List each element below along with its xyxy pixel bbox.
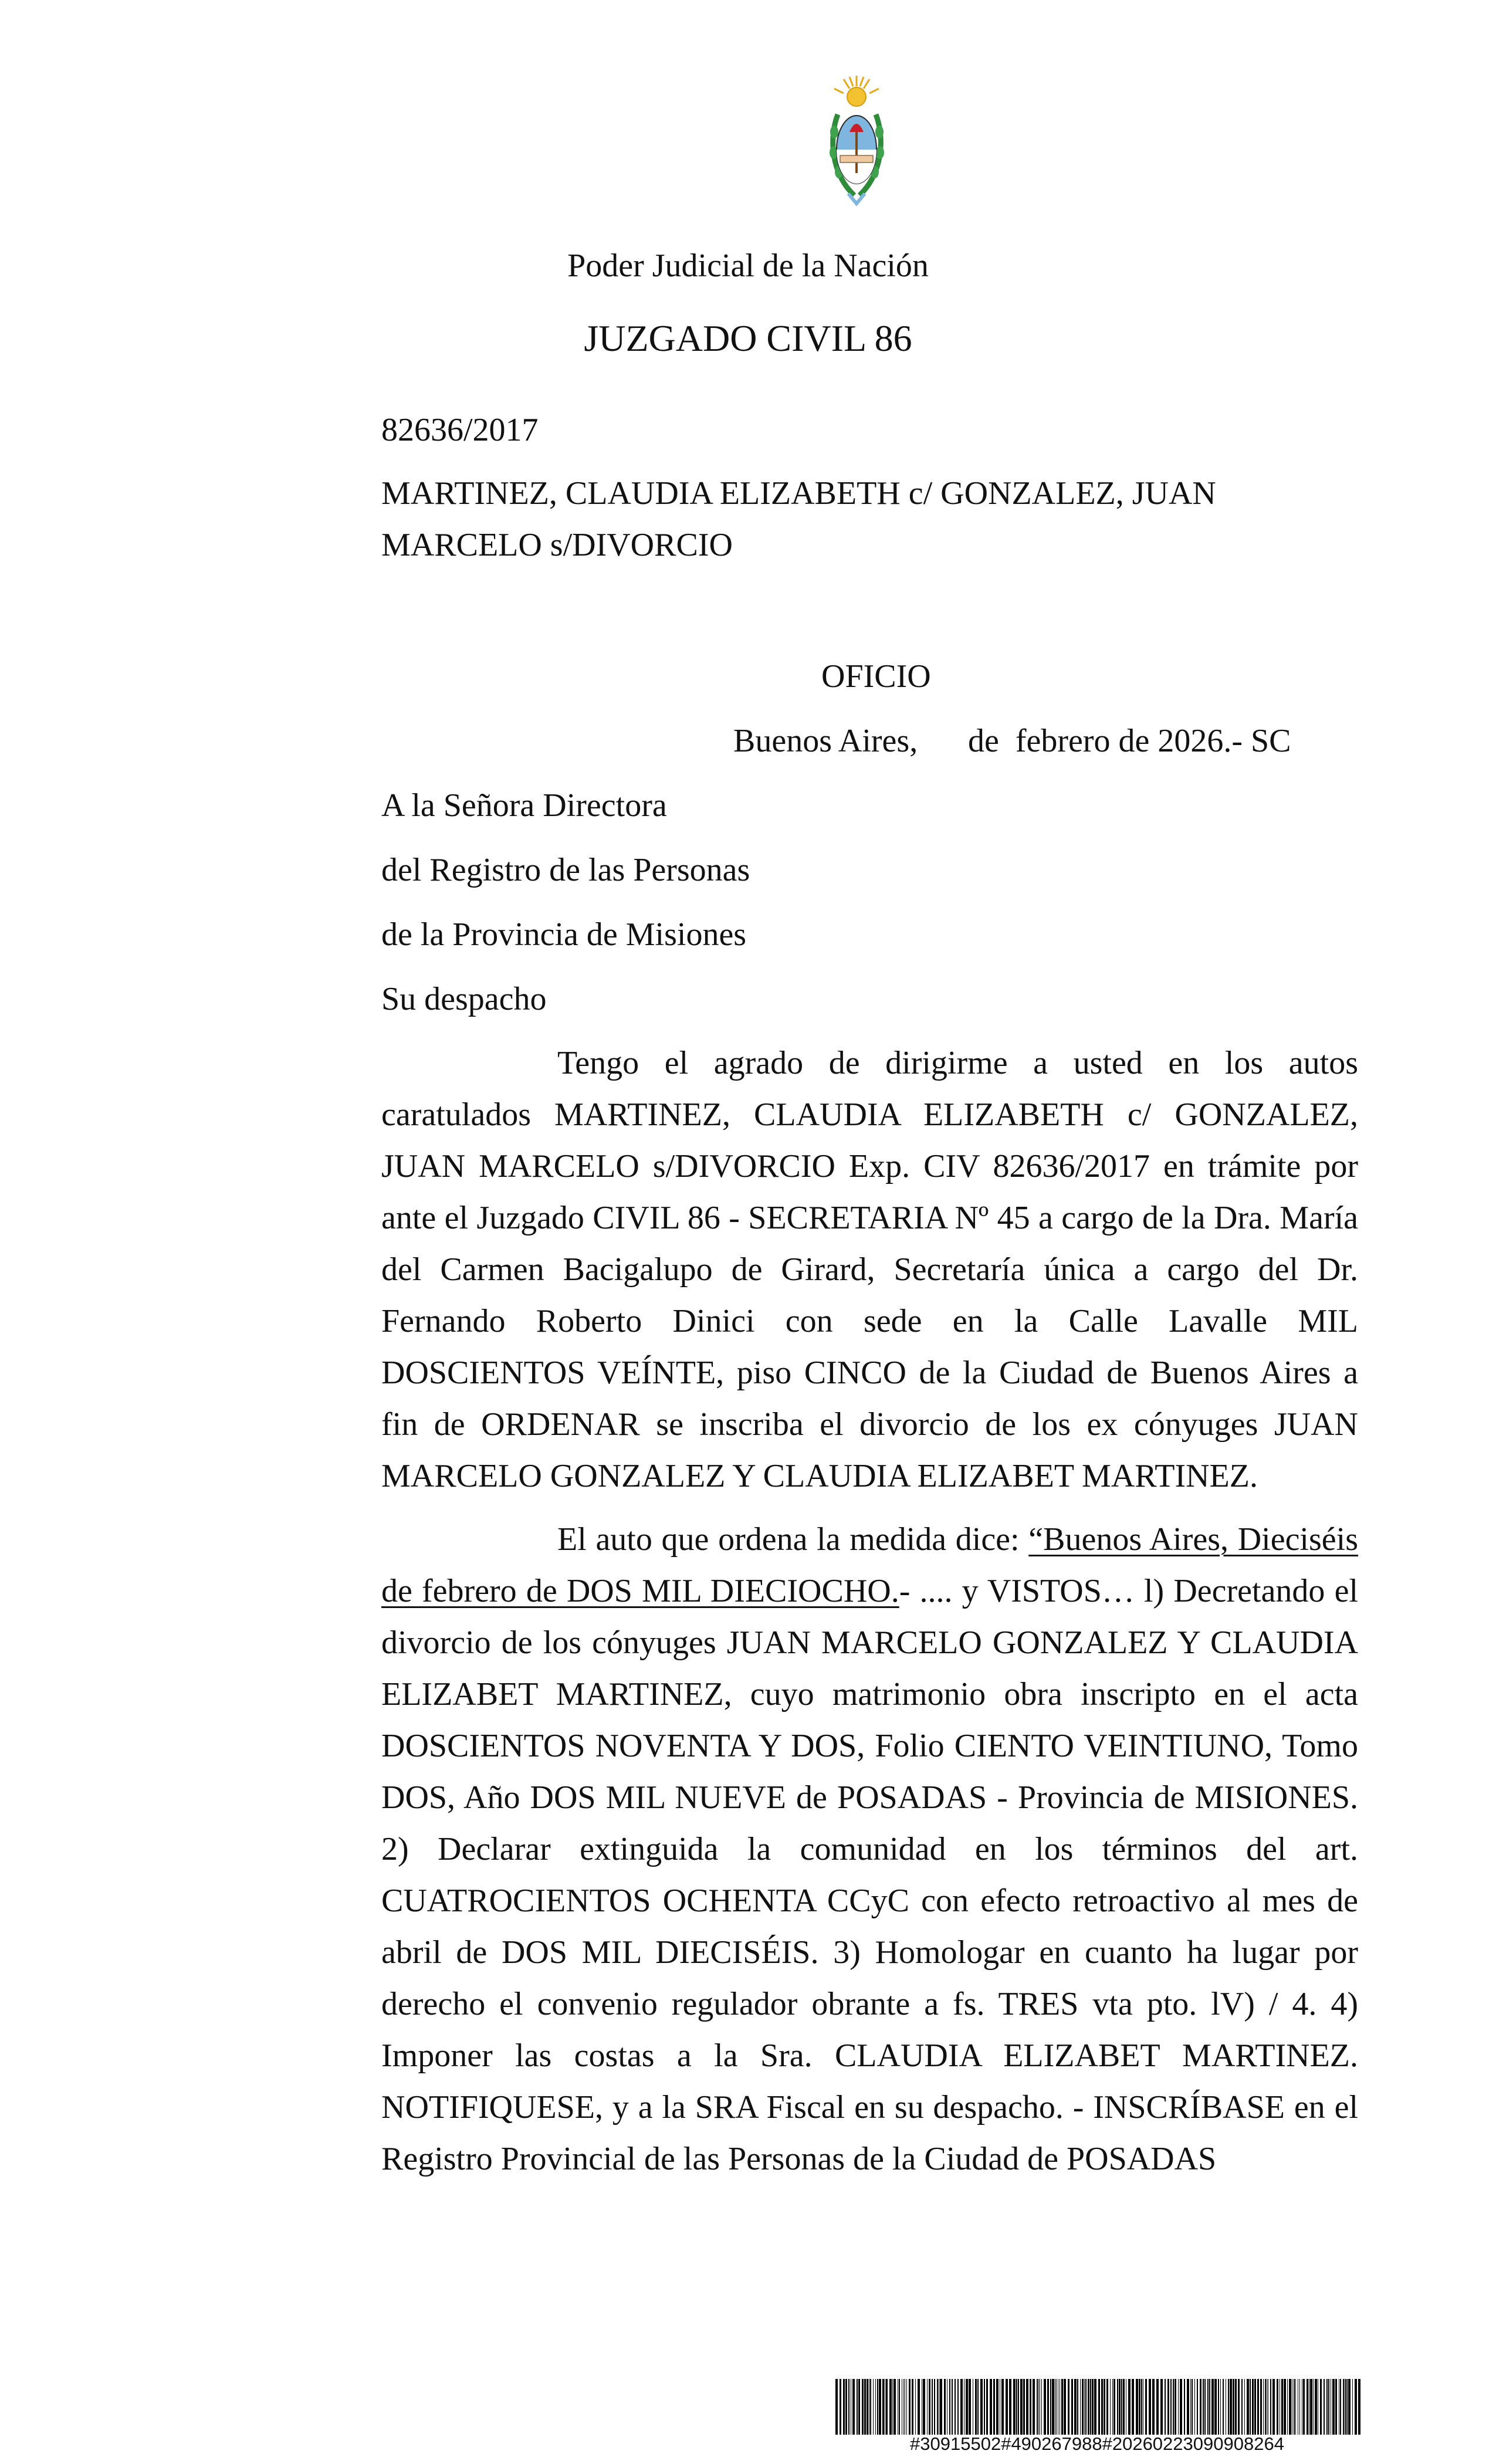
argentine-coat-of-arms-icon (826, 73, 888, 208)
barcode-text: #30915502#490267988#20260223090908264 (910, 2433, 1284, 2454)
court-name: JUZGADO CIVIL 86 (584, 317, 912, 359)
document-barcode (833, 2379, 1361, 2435)
date-text: de febrero de 2026.- SC (968, 723, 1291, 759)
addressee-line1: A la Señora Directora (381, 787, 667, 824)
addressee-line4: Su despacho (381, 981, 547, 1017)
case-number: 82636/2017 (381, 412, 539, 448)
body-paragraph-2 (381, 1514, 1358, 2185)
body-paragraph-1: Tengo el agrado de dirigirme a usted en los autos caratulados MARTINEZ, CLAUDIA ELIZABETH c/ GONZALEZ, JUAN MARCELO s/DIVORCIO Exp. CIV 82636/2017 en trámite por ante el Juzgado CIVIL 86 - SECRETARIA Nº 45 a cargo de la Dra. María del Carmen Bacigalupo de Girard, Secretaría única a cargo del Dr. Fernando Roberto Dinici con sede en la Calle Lavalle MIL DOSCIENTOS VEÍNTE, piso CINCO de la Ciudad de Buenos Aires a fin de ORDENAR se inscriba el divorcio de los ex cónyuges JUAN MARCELO GONZALEZ Y CLAUDIA ELIZABET MARTINEZ. (381, 1045, 1358, 1494)
institution-name: Poder Judicial de la Nación (567, 248, 929, 284)
addressee-line3: de la Provincia de Misiones (381, 916, 747, 953)
quoted-date-underlined: “Buenos Aires, Dieciséis de febrero de DOS MIL DIECIOCHO. (381, 1521, 1358, 1609)
case-title-line1: MARTINEZ, CLAUDIA ELIZABETH c/ GONZALEZ, JUAN (381, 475, 1216, 512)
document-type: OFICIO (821, 658, 931, 695)
case-title-line2: MARCELO s/DIVORCIO (381, 527, 733, 563)
date-city: Buenos Aires, (733, 723, 918, 759)
paragraph-2-rest: - .... y VISTOS… l) Decretando el divorcio de los cónyuges JUAN MARCELO GONZALEZ Y CLAUDIA ELIZABET MARTINEZ, cuyo matrimonio obra inscripto en el acta DOSCIENTOS NOVENTA Y DOS, Folio CIENTO VEINTIUNO, Tomo DOS, Año DOS MIL NUEVE de POSADAS - Provincia de MISIONES. 2) Declarar extinguida la comunidad en los términos del art. CUATROCIENTOS OCHENTA CCyC con efecto retroactivo al mes de abril de DOS MIL DIECISÉIS. 3) Homologar en cuanto ha lugar por derecho el convenio regulador obrante a fs. TRES vta pto. lV) / 4. 4) Imponer las costas a la Sra. CLAUDIA ELIZABET MARTINEZ. NOTIFIQUESE, y a la SRA Fiscal en su despacho. - INSCRÍBASE en el Registro Provincial de las Personas de la Ciudad de POSADAS (381, 1573, 1358, 2177)
paragraph-2-intro: El auto que ordena la medida dice: (557, 1521, 1029, 1558)
addressee-line2: del Registro de las Personas (381, 852, 750, 888)
